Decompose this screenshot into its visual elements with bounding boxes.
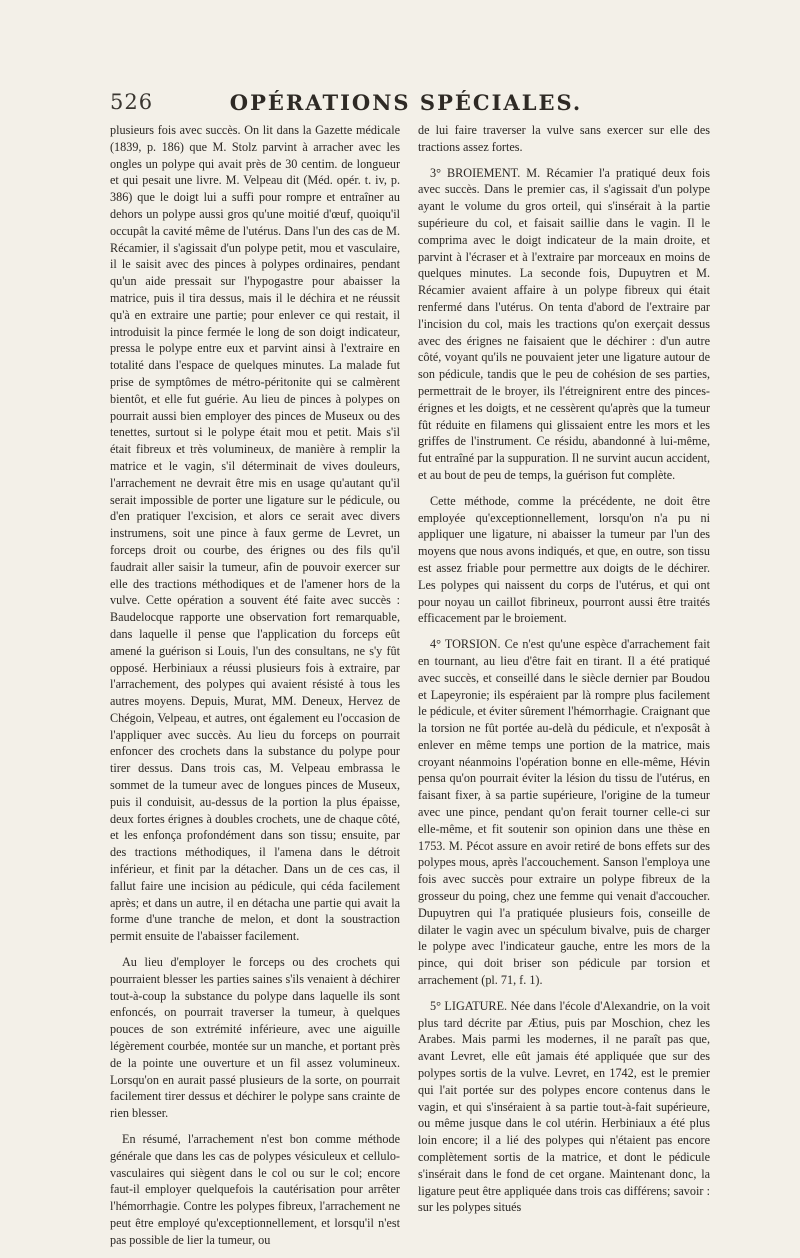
page-header xyxy=(110,90,702,120)
paragraph: de lui faire traverser la vulve sans exercer sur elle des tractions assez fortes. xyxy=(418,123,710,154)
paragraph: En résumé, l'arrachement n'est bon comme méthode générale que dans les cas de polypes vésiculeux et cellulo-vasculaires qui siègent dans le col ou sur le col; encore faut-il employer quelquefois la cautérisation pour arrêter l'hémorrhagie. Contre les polypes fibreux, l'arrachement ne peut être employé qu'exceptionnellement, et lorsqu'il n'est pas possible de lier la tumeur, ou xyxy=(110,1132,400,1247)
paragraph: 5° LIGATURE. Née dans l'école d'Alexandrie, on la voit plus tard décrite par Ætius, puis par Moschion, chez les Arabes. Mais parmi les modernes, il ne paraît pas que, avant Levret, elle eût jamais été appliquée que sur des polypes sortis de la vulve. Levret, en 1742, est le premier qui l'ait portée sur des polypes encore contenus dans le vagin, et qui s'inséraient à sa partie tout-à-fait supérieure, ou même jusque dans le col utérin. Herbiniaux a été plus loin encore; il a lié des polypes qui n'étaient pas encore complètement sortis de la matrice, et dont le pédicule s'insérait dans le fond de cet organe. Maintenant donc, la ligature peut être appliquée dans trois cas différens; savoir : sur les polypes situés xyxy=(418,998,710,1215)
paragraph: Cette méthode, comme la précédente, ne doit être employée qu'exceptionnellement, lorsqu'on n'a pu ni appliquer une ligature, ni abaisser la tumeur par l'un des moyens que nous avons indiqués, et que, en outre, son tissu est assez friable pour permettre aux doigts de le déchirer. Les polypes qui naissent du corps de l'utérus, et qui ont pour noyau un caillot fibrineux, pourront aussi être traités efficacement par le broiement. xyxy=(418,493,710,626)
page-number: 526 xyxy=(110,90,154,114)
paragraph: Au lieu d'employer le forceps ou des crochets qui pourraient blesser les parties saines s'ils venaient à déchirer tout-à-coup la substance du polype dans laquelle ils sont enfoncés, on pourrait traverser la tumeur, à quelques pouces de son extrémité inférieure, avec une aiguille légèrement courbée, montée sur un manche, et portant près de la pointe une ouverture et un fil assez volumineux. Lorsqu'on en aurait passé plusieurs de la sorte, on pourrait facilement tirer dessus et déchirer le polype sans crainte de rien blesser. xyxy=(110,955,400,1121)
right-column xyxy=(418,122,710,1225)
paragraph: 3° BROIEMENT. M. Récamier l'a pratiqué deux fois avec succès. Dans le premier cas, il s'agissait d'un polype ayant le volume du gros orteil, qui s'insérait à la partie supérieure du col, et faisait saillie dans le vagin. Il le comprima avec le doigt indicateur de la main droite, et parvint à l'écraser et à l'extraire par morceaux en moins de quelques minutes. La seconde fois, Dupuytren et M. Récamier avaient affaire à un polype fibreux qui était renfermé dans l'utérus. On tenta d'abord de l'extraire par l'incision du col, mais les tractions qu'on exerçait dessus avec des érignes ne faisaient que le déchirer : d'un autre côté, voyant qu'ils ne pouvaient jeter une ligature autour de son pédicule, tandis que le peu de cohésion de ses parties, permettrait de le broyer, ils l'étreignirent entre des pinces-érignes et les doigts, et ne cessèrent qu'après que la tumeur fût réduite en filamens qui glissaient entre les mors et les griffes de l'instrument. Ce résidu, abandonné à lui-même, fut entraîné par la suppuration. Il ne survint aucun accident, et au bout de peu de temps, la guérison fut complète. xyxy=(418,165,710,482)
running-title: OPÉRATIONS SPÉCIALES. xyxy=(229,90,583,115)
paragraph: 4° TORSION. Ce n'est qu'une espèce d'arrachement fait en tournant, au lieu d'être fait en tirant. Il a été pratiqué avec succès, et conseillé dans le siècle dernier par Boudou et Lapeyronie; ils espéraient par là rompre plus facilement le pédicule, et éviter sûrement l'hémorrhagie. Craignant que la torsion ne fût portée au-delà du pédicule, et n'exposât à enlever en même temps une portion de la matrice, mais croyant néanmoins l'opération bonne en elle-même, Hévin pensa qu'on pourrait éviter la lésion du tissu de l'utérus, en faisant fixer, à sa partie supérieure, l'origine de la tumeur avec une pince, pendant qu'on ferait tourner celle-ci sur elle-même, et fit soutenir son opinion dans une thèse en 1753. M. Pécot assure en avoir retiré de bons effets sur des polypes mous, après l'accouchement. Sanson l'employa une fois avec succès pour extraire un polype fibreux de la grosseur du poing, chez une femme qui venait d'accoucher. Dupuytren qui l'a pratiquée plusieurs fois, conseille de dilater le vagin avec un spéculum bivalve, puis de charger le polype avec l'indicateur gauche, entre les mors de la pince, qui doit briser son pédicule par torsion et arrachement (pl. 71, f. 1). xyxy=(418,637,710,988)
left-column xyxy=(110,122,400,1258)
paragraph: plusieurs fois avec succès. On lit dans la Gazette médicale (1839, p. 186) que M. Stolz parvint à arracher avec les ongles un polype qui avait près de 30 centim. de longueur et qui pesait une livre. M. Velpeau dit (Méd. opér. t. iv, p. 386) que le doigt lui a suffi pour rompre et entraîner au dehors un polype aussi gros qu'une moitié d'œuf, quoiqu'il occupât la cavité même de l'utérus. Dans l'un des cas de M. Récamier, il s'agissait d'un polype petit, mou et vasculaire, il le saisit avec des pinces à polypes ordinaires, pendant qu'un aide pressait sur l'hypogastre pour abaisser la matrice, puis il tira dessus, mais il le déchira et ne réussit qu'à en extraire une partie; pour enlever ce qui restait, il introduisit la pince fermée le long de son doigt indicateur, pressa le polype entre eux et parvint ainsi à l'extraire en totalité dans l'espace de quelques minutes. La malade fut prise de symptômes de métro-péritonite qui se calmèrent bientôt, et elle fut guérie. Au lieu de pinces à polypes on pourrait aussi bien employer des pinces de Museux ou des tenettes, surtout si le polype était mou et petit. Mais s'il était fibreux et très volumineux, de manière à remplir la matrice et le vagin, s'il déterminait de vives douleurs, l'arrachement ne devrait être mis en usage qu'autant qu'il serait impossible de porter une ligature sur le pédicule, ou d'en pratiquer l'excision, et alors ce serait avec divers instrumens, soit une pince à faux germe de Levret, un forceps droit ou courbe, des érignes ou des fils qu'il faudrait aller saisir la tumeur, afin de pouvoir exercer sur elle des tractions méthodiques et de l'amener hors de la vulve. Cette opération a souvent été faite avec succès : Baudelocque rapporte une observation fort remarquable, dans laquelle il pense que l'application du forceps eût amené la guérison si Louis, l'un des consultans, ne s'y fût opposé. Herbiniaux a réussi plusieurs fois à extraire, par l'arrachement, des polypes qui avaient résisté à tous les autres moyens. Depuis, Murat, MM. Deneux, Hervez de Chégoin, Velpeau, et autres, ont également eu l'occasion de l'appliquer avec succès. Au lieu du forceps on pourrait enfoncer des crochets dans la substance du polype pour tirer dessus. Dans trois cas, M. Velpeau embrassa le sommet de la tumeur avec de longues pinces de Museux, puis il conduisit, au-dessus de la portion la plus épaisse, deux fortes érignes à doubles crochets, une de chaque côté, et les enfonça profondément dans son tissu; ensuite, par des tractions méthodiques, il l'amena dans le détroit inférieur, et finit par la détacher. Dans un de ces cas, il fallut faire une incision au pédicule, qui céda facilement après; et dans un autre, il en détacha une partie qui avait la forme d'une tranche de melon, et dont la soustraction permit ensuite de l'abaisser facilement. xyxy=(110,123,400,944)
